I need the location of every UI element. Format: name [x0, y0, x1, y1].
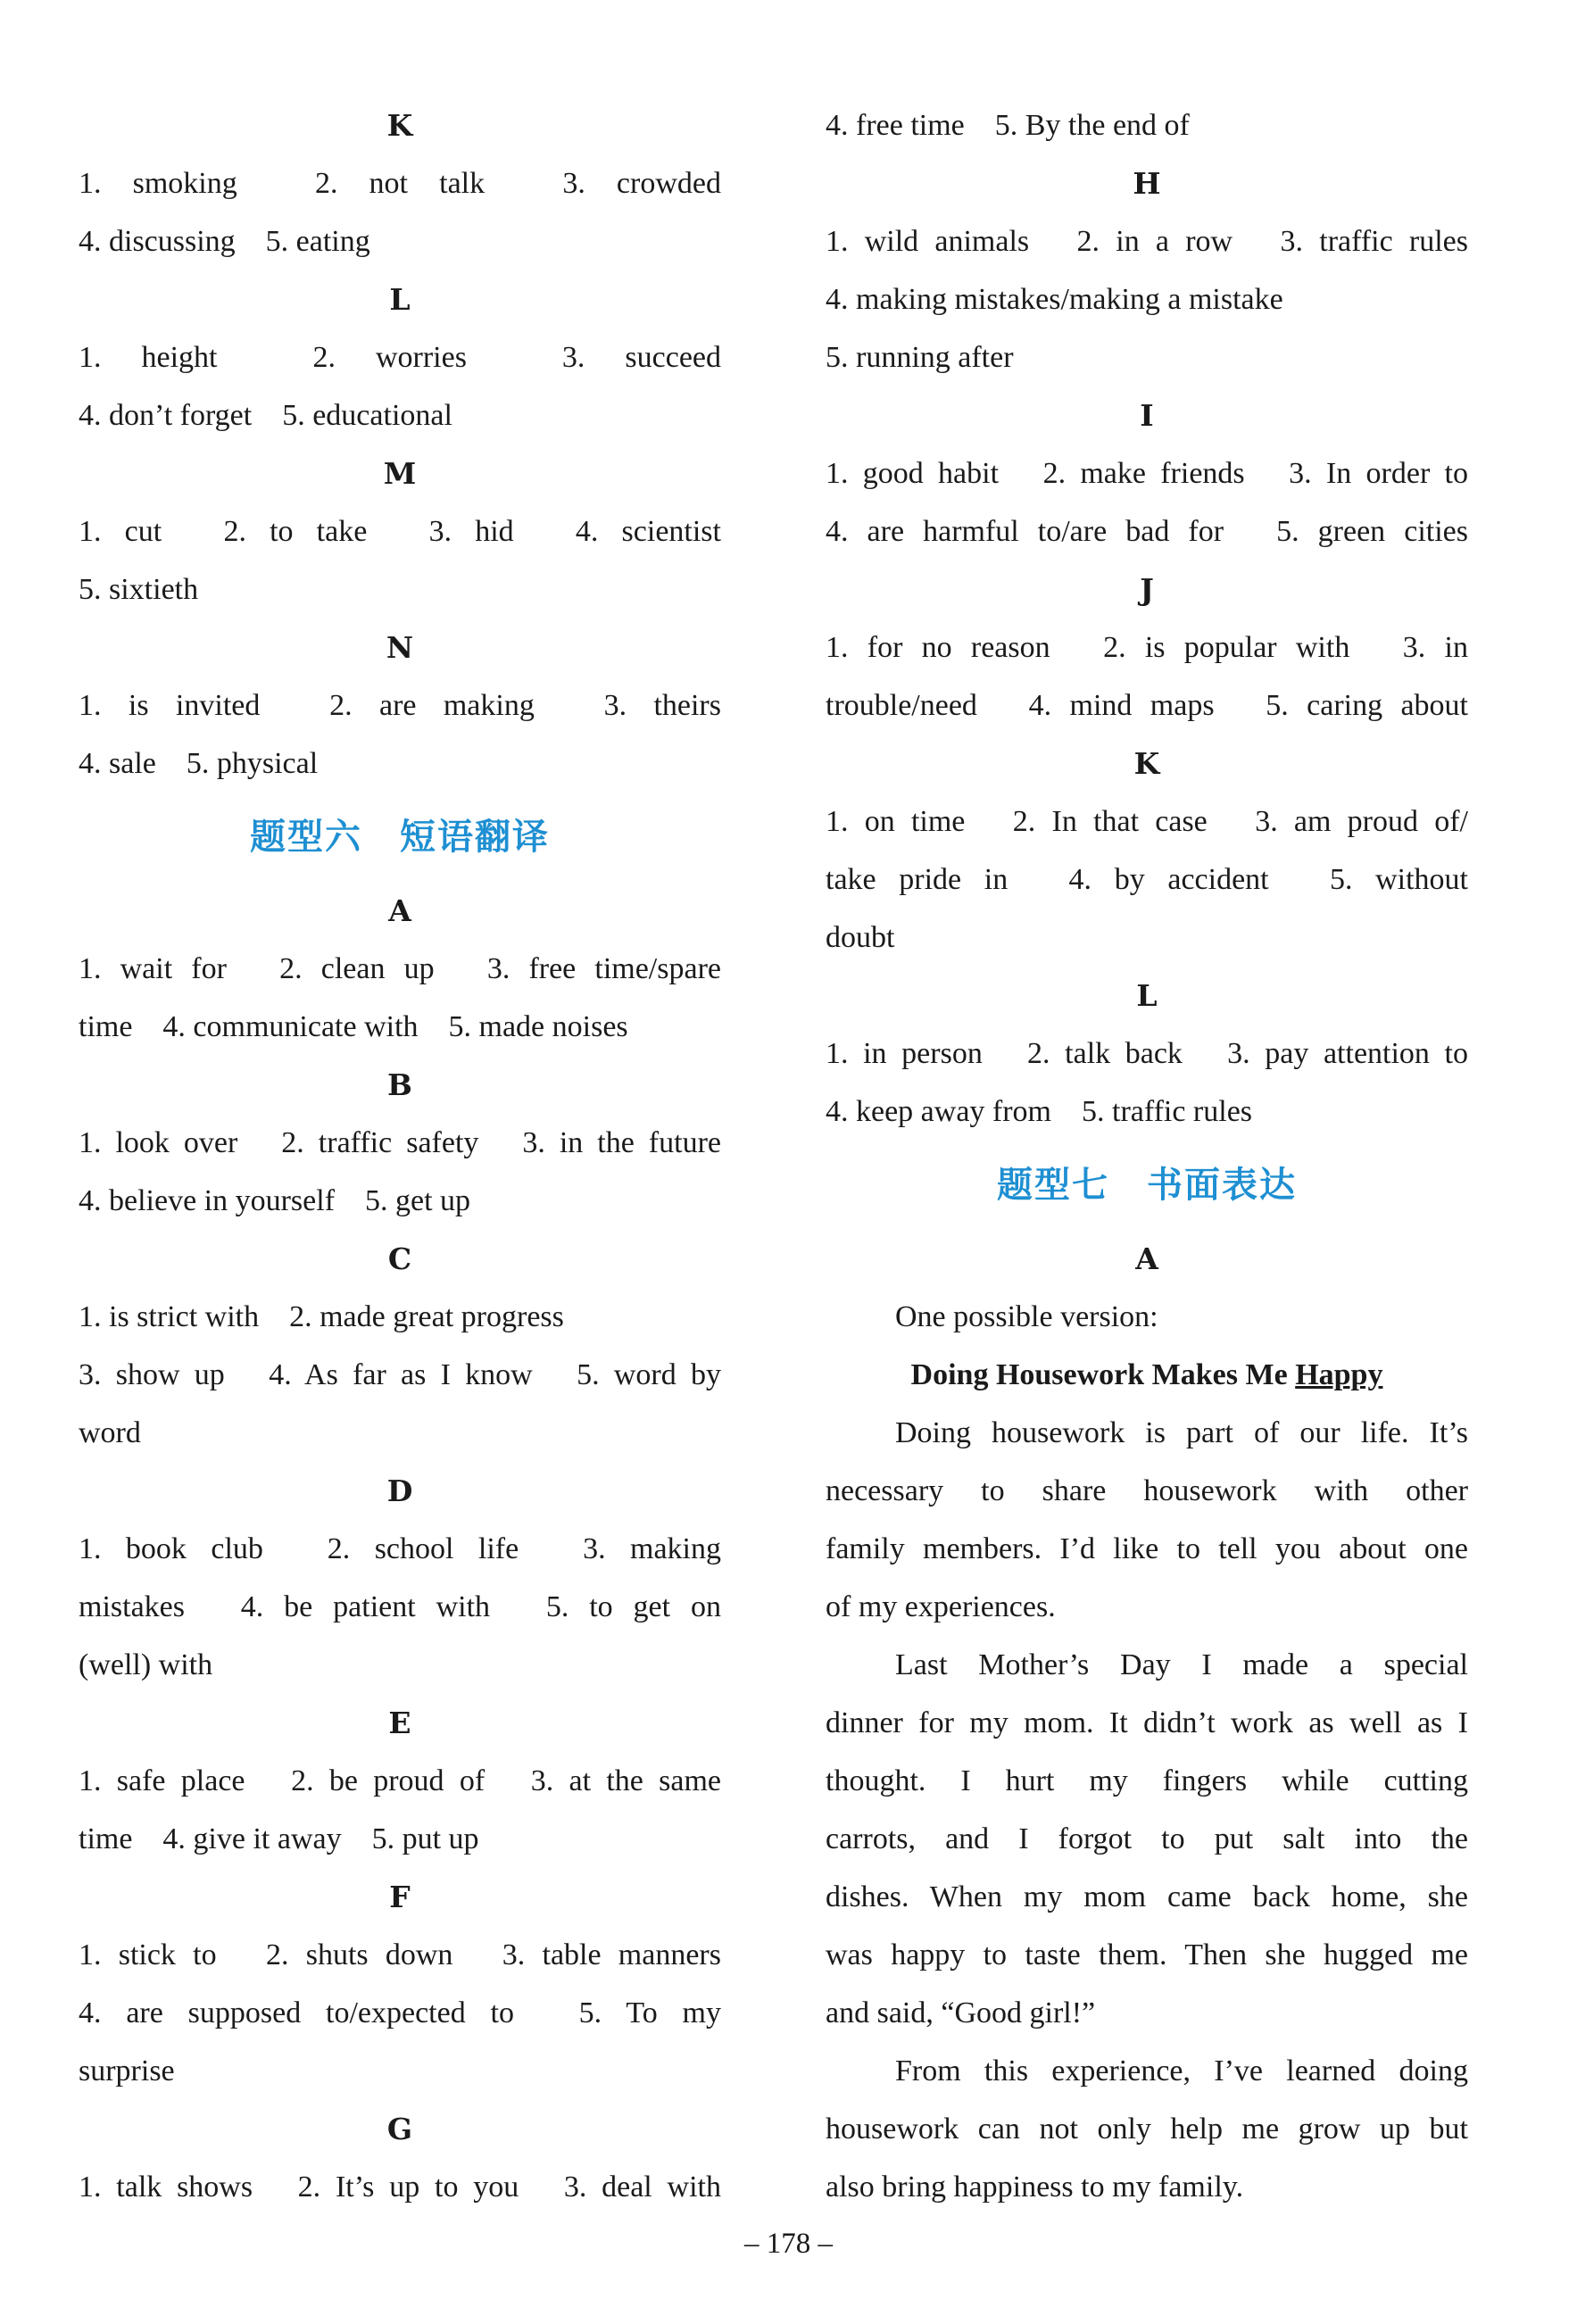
essay-line: dishes. When my mom came back home, she: [826, 1880, 1468, 1913]
essay-line: carrots, and I forgot to put salt into the: [826, 1822, 1468, 1855]
group-letter: L: [1136, 978, 1158, 1013]
essay-line: housework can not only help me grow up but: [826, 2112, 1468, 2146]
group-letter: E: [388, 1706, 411, 1740]
page-number: – 178 –: [744, 2228, 833, 2260]
answer-line: 1. cut 2. to take 3. hid 4. scientist: [79, 515, 721, 548]
answer-line: surprise: [79, 2054, 175, 2087]
answer-line: 1. good habit 2. make friends 3. In order to: [826, 457, 1468, 490]
answer-line: 1. is strict with 2. made great progress: [79, 1300, 564, 1333]
answer-line: 1. in person 2. talk back 3. pay attention to: [826, 1037, 1468, 1070]
essay-line: Last Mother’s Day I made a special: [895, 1648, 1468, 1681]
essay-title: [826, 1346, 1468, 1404]
answer-line: 1. wait for 2. clean up 3. free time/spare: [79, 952, 721, 985]
answer-line: time 4. give it away 5. put up: [79, 1822, 479, 1855]
group-letter: K: [386, 108, 413, 143]
group-letter: F: [389, 1880, 411, 1914]
essay-line: necessary to share housework with other: [826, 1474, 1468, 1507]
essay-line: of my experiences.: [826, 1590, 1056, 1623]
section-label: 题型七: [997, 1165, 1109, 1206]
answer-line: 5. sixtieth: [79, 573, 199, 606]
essay-line: thought. I hurt my fingers while cutting: [826, 1764, 1468, 1797]
group-letter: I: [1140, 398, 1154, 433]
essay-line: was happy to taste them. Then she hugged me: [826, 1938, 1468, 1971]
answer-line: 1. safe place 2. be proud of 3. at the same: [79, 1764, 721, 1797]
section-heading-6: [79, 793, 721, 882]
answer-line: 4. are supposed to/expected to 5. To my: [79, 1996, 721, 2029]
essay-line: family members. I’d like to tell you about one: [826, 1532, 1468, 1565]
group-letter: J: [1140, 572, 1154, 607]
essay-line: From this experience, I’ve learned doing: [895, 2054, 1468, 2087]
group-letter: A: [1135, 1241, 1158, 1276]
answer-line: take pride in 4. by accident 5. without: [826, 863, 1468, 896]
answer-line: 3. show up 4. As far as I know 5. word by: [79, 1358, 721, 1391]
essay-line: also bring happiness to my family.: [826, 2170, 1244, 2204]
answer-line: 1. wild animals 2. in a row 3. traffic rules: [826, 225, 1468, 258]
answer-line: 4. believe in yourself 5. get up: [79, 1184, 471, 1217]
essay-title-main: Doing Housework Makes Me: [910, 1358, 1288, 1391]
answer-line: 1. book club 2. school life 3. making: [79, 1532, 721, 1565]
answer-line: 1. height 2. worries 3. succeed: [79, 341, 721, 374]
group-letter: H: [1133, 166, 1161, 201]
answer-line: (well) with: [79, 1648, 213, 1681]
group-letter: M: [383, 456, 417, 491]
essay-intro: One possible version:: [895, 1300, 1158, 1333]
section-label: 题型六: [250, 817, 362, 858]
group-letter: K: [1133, 746, 1160, 781]
answer-line: word: [79, 1416, 141, 1449]
group-letter: D: [386, 1473, 413, 1508]
answer-line: 4. free time 5. By the end of: [826, 109, 1190, 142]
section-heading-7: [826, 1141, 1468, 1230]
group-letter: G: [386, 2112, 413, 2146]
answer-line: 4. discussing 5. eating: [79, 225, 370, 258]
answer-line: 1. talk shows 2. It’s up to you 3. deal with: [79, 2170, 721, 2204]
group-letter: A: [388, 893, 411, 928]
group-letter: B: [387, 1067, 412, 1102]
answer-line: 1. stick to 2. shuts down 3. table manners: [79, 1938, 721, 1971]
section-title: 书面表达: [1147, 1165, 1297, 1206]
essay-line: and said, “Good girl!”: [826, 1996, 1096, 2029]
essay-line: dinner for my mom. It didn’t work as well as I: [826, 1706, 1468, 1739]
answer-line: 5. running after: [826, 341, 1014, 374]
group-letter: N: [386, 630, 414, 665]
answer-line: trouble/need 4. mind maps 5. caring about: [826, 689, 1468, 722]
answer-line: 4. are harmful to/are bad for 5. green cities: [826, 515, 1468, 548]
essay-title-end: Happy: [1295, 1358, 1383, 1391]
answer-line: 4. making mistakes/making a mistake: [826, 283, 1283, 316]
essay-line: Doing housework is part of our life. It’s: [895, 1416, 1468, 1449]
answer-line: 1. for no reason 2. is popular with 3. in: [826, 631, 1468, 664]
answer-line: 4. keep away from 5. traffic rules: [826, 1095, 1253, 1128]
answer-line: 1. on time 2. In that case 3. am proud of/: [826, 805, 1468, 838]
answer-line: mistakes 4. be patient with 5. to get on: [79, 1590, 721, 1623]
section-title: 短语翻译: [400, 817, 550, 858]
left-column: [79, 96, 721, 2216]
answer-line: 1. look over 2. traffic safety 3. in the future: [79, 1126, 721, 1159]
group-letter: L: [389, 282, 411, 317]
answer-line: doubt: [826, 921, 895, 954]
answer-line: time 4. communicate with 5. made noises: [79, 1010, 628, 1043]
answer-line: 4. sale 5. physical: [79, 747, 319, 780]
answer-line: 1. smoking 2. not talk 3. crowded: [79, 167, 721, 200]
answer-line: 4. don’t forget 5. educational: [79, 399, 452, 432]
answer-line: 1. is invited 2. are making 3. theirs: [79, 689, 721, 722]
right-column: [826, 96, 1468, 2216]
group-letter: C: [387, 1241, 412, 1276]
